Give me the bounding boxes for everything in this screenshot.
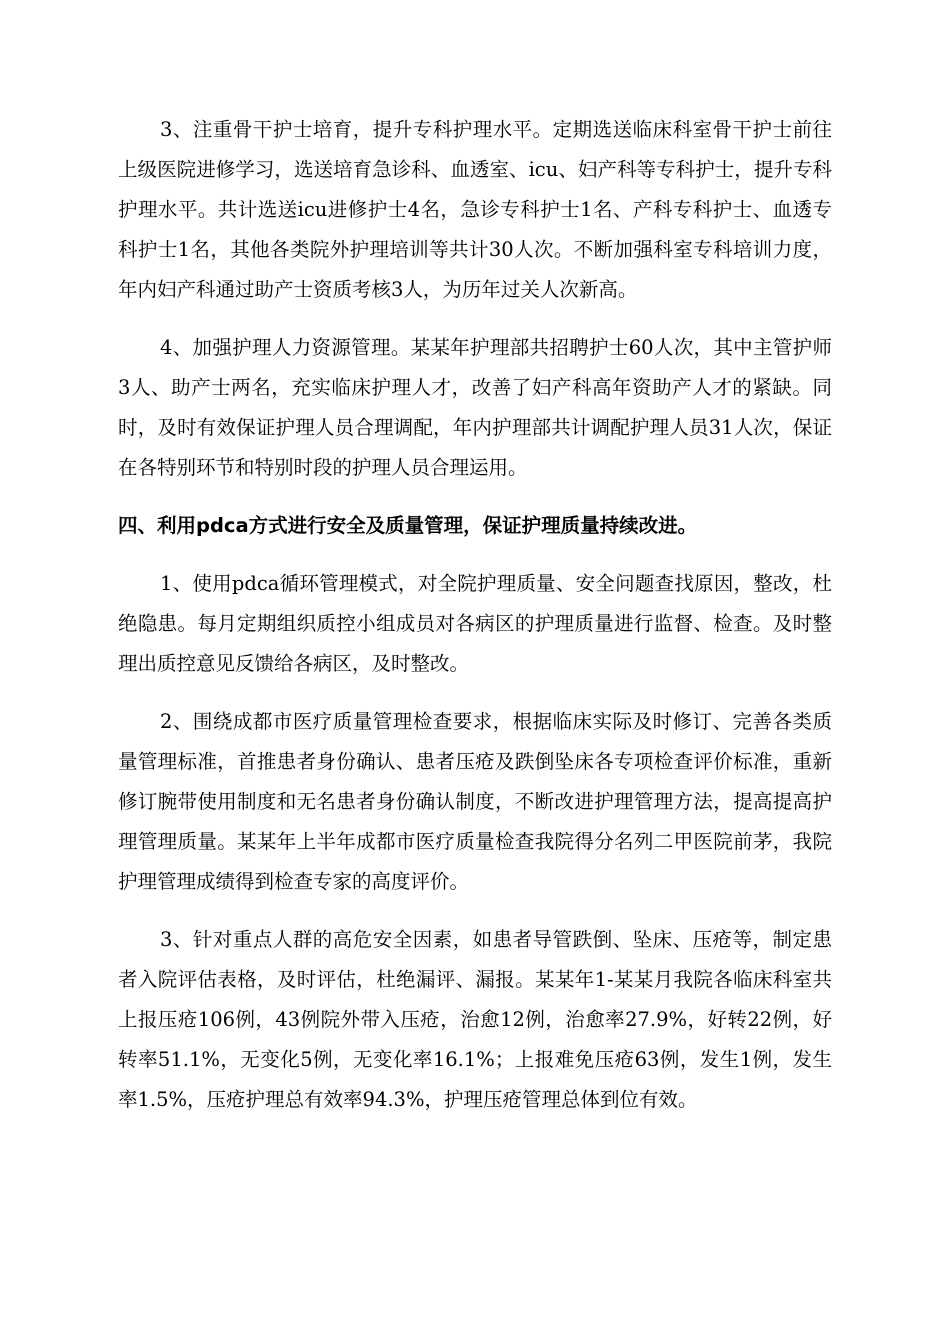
paragraph-staffing: 4、加强护理人力资源管理。某某年护理部共招聘护士60人次，其中主管护师3人、助产士两名，充实临床护理人才，改善了妇产科高年资助产人才的紧缺。同时，及时有效保证护理人员合理调配，年内护理部共计调配护理人员31人次，保证在各特别环节和特别时段的护理人员合理运用。 xyxy=(118,336,832,479)
section-heading: 四、利用pdca方式进行安全及质量管理，保证护理质量持续改进。 xyxy=(118,514,698,537)
paragraph-pressure-ulcer: 3、针对重点人群的高危安全因素，如患者导管跌倒、坠床、压疮等，制定患者入院评估表格，及时评估，杜绝漏评、漏报。某某年1-某某月我院各临床科室共上报压疮106例，43例院外带入压疮，治愈12例，治愈率27.9%，好转22例，好转率51.1%，无变化5例，无变化率16.1%；上报难免压疮63例，发生1例，发生率1.5%，压疮护理总有效率94.3%，护理压疮管理总体到位有效。 xyxy=(118,928,832,1111)
paragraph-training: 3、注重骨干护士培育，提升专科护理水平。定期选送临床科室骨干护士前往上级医院进修学习，选送培育急诊科、血透室、icu、妇产科等专科护士，提升专科护理水平。共计选送icu进修护士4名，急诊专科护士1名、产科专科护士、血透专科护士1名，其他各类院外护理培训等共计30人次。不断加强科室专科培训力度，年内妇产科通过助产士资质考核3人，为历年过关人次新高。 xyxy=(118,118,832,301)
paragraph-pdca: 1、使用pdca循环管理模式，对全院护理质量、安全问题查找原因，整改，杜绝隐患。每月定期组织质控小组成员对各病区的护理质量进行监督、检查。及时整理出质控意见反馈给各病区，及时整改。 xyxy=(118,572,832,675)
paragraph-quality-standards: 2、围绕成都市医疗质量管理检查要求，根据临床实际及时修订、完善各类质量管理标准，首推患者身份确认、患者压疮及跌倒坠床各专项检查评价标准，重新修订腕带使用制度和无名患者身份确认制度，不断改进护理管理方法，提高提高护理管理质量。某某年上半年成都市医疗质量检查我院得分名列二甲医院前茅，我院护理管理成绩得到检查专家的高度评价。 xyxy=(118,710,832,893)
